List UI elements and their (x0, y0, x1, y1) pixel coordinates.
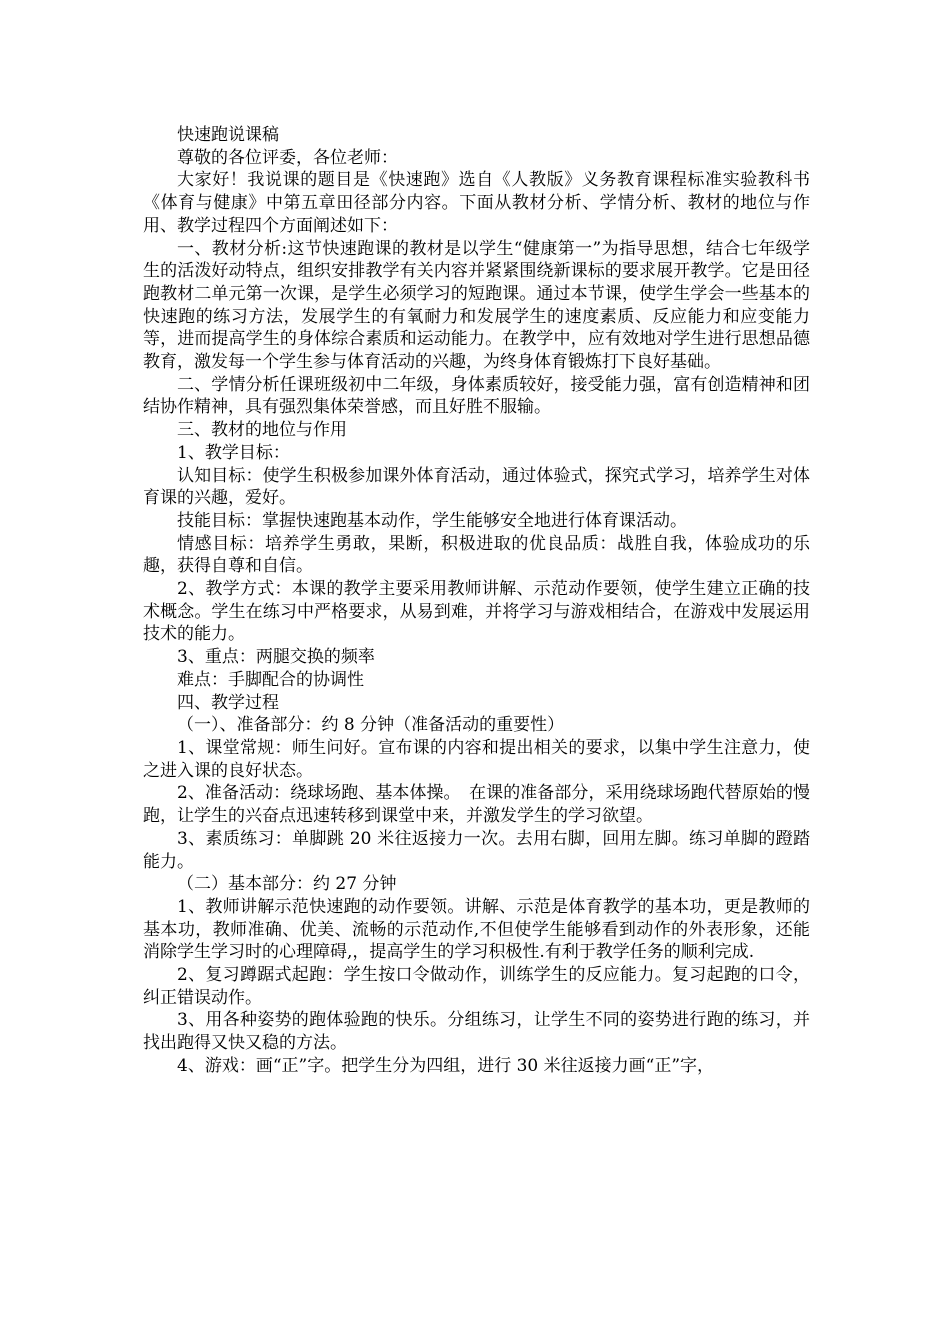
paragraph: （二）基本部分：约 27 分钟 (177, 874, 397, 895)
paragraph: 1、教学目标： (177, 442, 290, 463)
paragraph: 2、教学方式：本课的教学主要采用教师讲解、示范动作要领，使学生建立正确的技术概念。学生在练习中严格要求，从易到难，并将学习与游戏相结合，在游戏中发展运用技术的能力。 (143, 579, 810, 645)
paragraph: 认知目标：使学生积极参加课外体育活动，通过体验式，探究式学习，培养学生对体育课的兴趣，爱好。 (143, 465, 810, 509)
paragraph: 2、准备活动：绕球场跑、基本体操。 在课的准备部分，采用绕球场跑代替原始的慢跑，让学生的兴奋点迅速转移到课堂中来，并激发学生的学习欲望。 (143, 783, 810, 827)
paragraph: 大家好！我说课的题目是《快速跑》选自《人教版》义务教育课程标准实验教科书《体育与健康》中第五章田径部分内容。下面从教材分析、学情分析、教材的地位与作用、教学过程四个方面阐述如下： (143, 170, 810, 236)
document-title: 快速跑说课稿 (177, 125, 279, 145)
paragraph: 难点：手脚配合的协调性 (177, 669, 364, 690)
document-body (143, 147, 810, 1078)
paragraph: 3、素质练习：单脚跳 20 米往返接力一次。去用右脚，回用左脚。练习单脚的蹬踏能力。 (143, 828, 810, 872)
paragraph: 1、教师讲解示范快速跑的动作要领。讲解、示范是体育教学的基本功，更是教师的基本功，教师准确、优美、流畅的示范动作,不但使学生能够看到动作的外表形象，还能消除学生学习时的心理障碍,，提高学生的学习积极性.有利于教学任务的顺利完成. (143, 896, 810, 963)
paragraph: 1、课堂常规：师生问好。宣布课的内容和提出相关的要求，以集中学生注意力，使之进入课的良好状态。 (143, 737, 810, 781)
paragraph: 4、游戏：画“正”字。把学生分为四组，进行 30 米往返接力画“正”字， (177, 1055, 715, 1076)
paragraph: 3、用各种姿势的跑体验跑的快乐。分组练习，让学生不同的姿势进行跑的练习，并找出跑得又快又稳的方法。 (143, 1010, 810, 1054)
paragraph: 三、教材的地位与作用 (177, 420, 347, 441)
paragraph: 二、学情分析任课班级初中二年级，身体素质较好，接受能力强，富有创造精神和团结协作精神，具有强烈集体荣誉感，而且好胜不服输。 (143, 374, 810, 418)
paragraph: 情感目标：培养学生勇敢，果断，积极进取的优良品质：战胜自我，体验成功的乐趣，获得自尊和自信。 (143, 533, 810, 577)
paragraph: 技能目标：掌握快速跑基本动作，学生能够安全地进行体育课活动。 (177, 510, 687, 531)
document-page (143, 124, 810, 1078)
paragraph: 一、教材分析:这节快速跑课的教材是以学生“健康第一”为指导思想，结合七年级学生的活泼好动特点，组织安排教学有关内容并紧紧围绕新课标的要求展开教学。它是田径跑教材二单元第一次课，是学生必须学习的短跑课。通过本节课，使学生学会一些基本的快速跑的练习方法，发展学生的有氧耐力和发展学生的速度素质、反应能力和应变能力等，进而提高学生的身体综合素质和运动能力。在教学中，应有效地对学生进行思想品德教育，激发每一个学生参与体育活动的兴趣，为终身体育锻炼打下良好基础。 (143, 238, 810, 373)
paragraph: 四、教学过程 (177, 692, 279, 713)
paragraph: 3、重点：两腿交换的频率 (177, 647, 375, 668)
paragraph: 尊敬的各位评委，各位老师： (177, 147, 398, 168)
paragraph: 2、复习蹲踞式起跑：学生按口令做动作，训练学生的反应能力。复习起跑的口令，纠正错误动作。 (143, 965, 810, 1008)
paragraph: （一）、准备部分：约 8 分钟（准备活动的重要性） (177, 715, 565, 736)
